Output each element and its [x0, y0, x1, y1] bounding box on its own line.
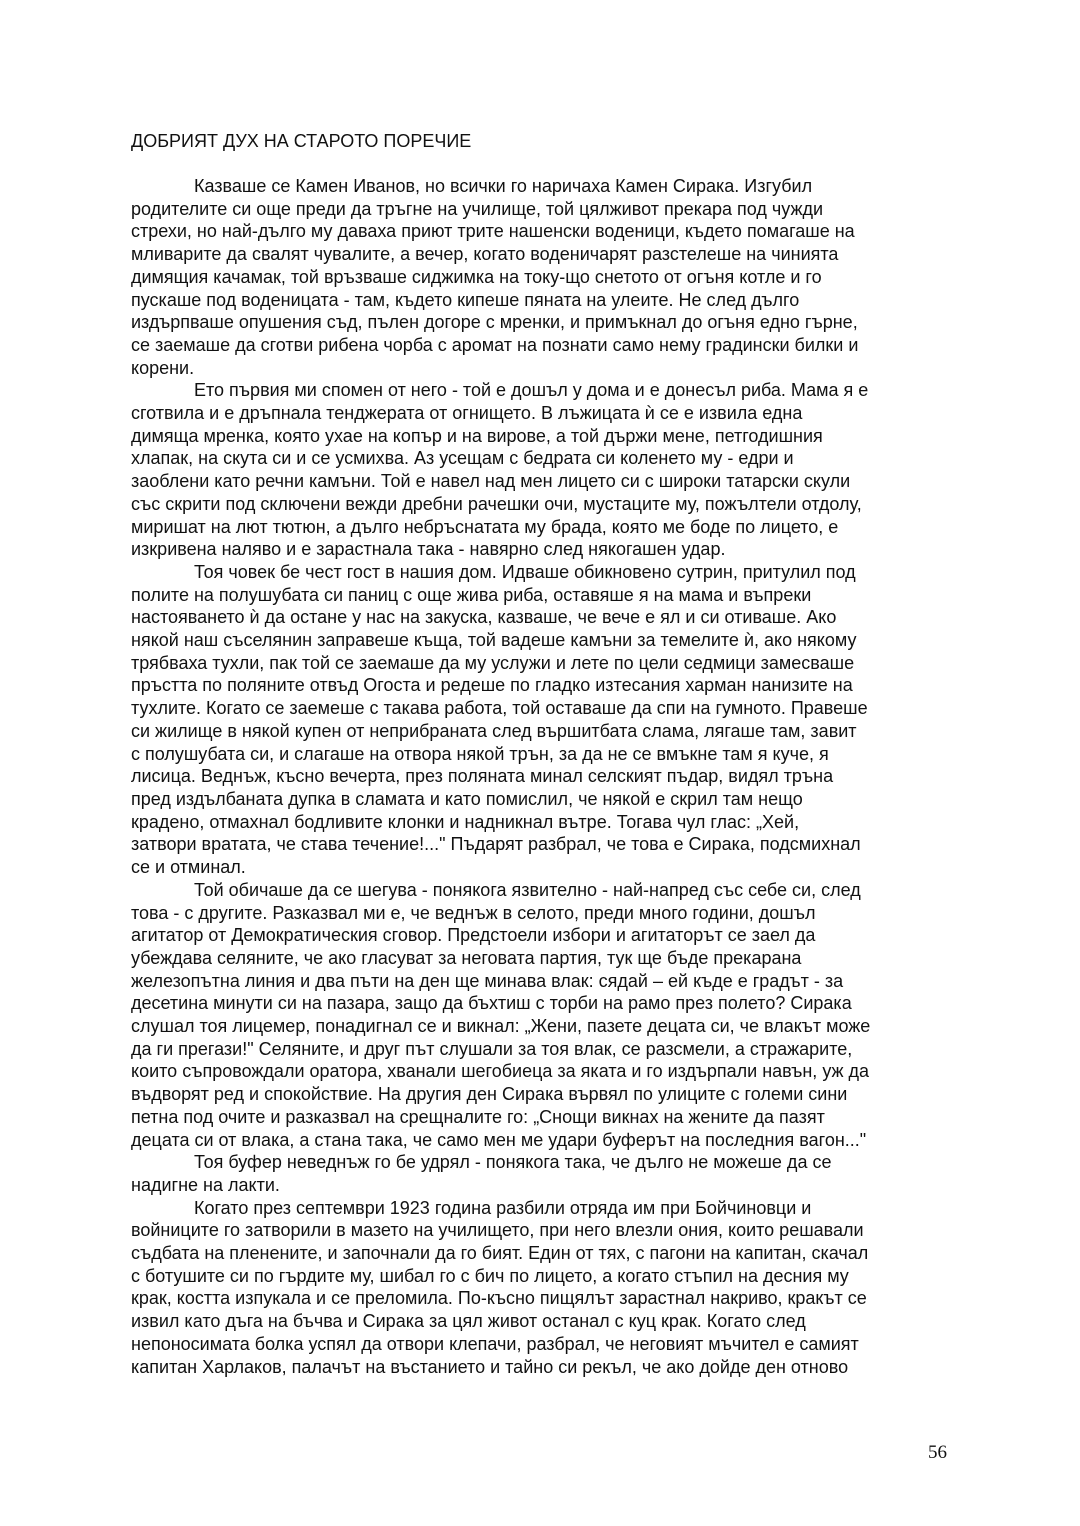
- text-line: полите на полушубата си паниц с още жива риба, оставяше я на мама и въпреки: [131, 584, 812, 605]
- text-line: пускаше под воденицата - там, където кипеше пяната на улеите. Не след дълго: [131, 289, 800, 310]
- text-line: настояването ѝ да остане у нас на закуска, казваше, че вече е ял и си отиваше. Ако: [131, 607, 837, 628]
- paragraph: [131, 879, 956, 1151]
- page-number: 56: [928, 1442, 947, 1463]
- text-line: това - с другите. Разказвал ми е, че веднъж в селото, преди много години, дошъл: [131, 902, 816, 923]
- paragraph: [131, 1151, 956, 1196]
- text-line: Казваше се Камен Иванов, но всички го наричаха Камен Сирака. Изгубил: [194, 176, 813, 196]
- text-line: които съпровождали оратора, хванали шегобиеца за яката и го издърпали навън, уж да: [131, 1061, 870, 1082]
- text-line: крадено, отмахнал бодливите клонки и надникнал вътре. Тогава чул глас: „Хей,: [131, 811, 800, 832]
- text-line: петна под очите и разказвал на срещналите го: „Снощи викнах на жените да пазят: [131, 1106, 825, 1127]
- text-line: се заемаше да сготви рибена чорба с аромат на познати само нему градински билки и: [131, 334, 859, 355]
- text-line: димящия качамак, той връзваше сиджимка на току-що снетото от огъня котле и го: [131, 266, 822, 287]
- text-line: с полушубата си, и слагаше на отвора някой трън, за да не се вмъкне там я куче, я: [131, 743, 829, 764]
- text-line: стрехи, но най-дълго му даваха приют трите нашенски воденици, където помагаше на: [131, 221, 855, 242]
- text-line: хлапак, на скута си и се усмихва. Аз усещам с бедрата си коленето му - едри и: [131, 448, 794, 469]
- text-line: с ботушите си по гърдите му, шибал го с бич по лицето, а когато стъпил на десния му: [131, 1265, 849, 1286]
- text-line: да ги прегази!" Селяните, и друг път слушали за тоя влак, се разсмели, а стражарите,: [131, 1038, 853, 1059]
- text-line: извил като дъга на бъчва и Сирака за цял живот останал с куц крак. Когато след: [131, 1311, 806, 1332]
- text-line: пръстта по поляните отвъд Огоста и редеше по гладко изтесания харман нанизите на: [131, 675, 853, 696]
- text-line: миришат на лют тютюн, а дълго небръснатата му брада, която ме боде по лицето, е: [131, 516, 839, 537]
- paragraph-container: [131, 175, 956, 1378]
- text-line: агитатор от Демократическия сговор. Предстоели избори и агитаторът се заел да: [131, 925, 816, 946]
- text-line: си жилище в някой купен от неприбраната след вършитбата слама, лягаше там, завит: [131, 720, 857, 741]
- text-line: слушал тоя лицемер, понадигнал се и викнал: „Жени, пазете децата си, че влакът може: [131, 1016, 871, 1037]
- text-line: железопътна линия и два пъти на ден ще минава влак: сядай – ей къде е градът - за: [131, 970, 844, 991]
- paragraph: [131, 175, 956, 379]
- text-line: Той обичаше да се шегува - понякога язвително - най-напред със себе си, след: [194, 879, 861, 900]
- text-line: се и отминал.: [131, 857, 246, 878]
- text-line: капитан Харлаков, палачът на въстанието и тайно си рекъл, че ако дойде ден отново: [131, 1356, 849, 1377]
- text-line: децата си от влака, а стана така, че само мен ме удари буферът на последния вагон...": [131, 1129, 867, 1150]
- text-line: Тоя буфер неведнъж го бе удрял - понякога така, че дълго не можеше да се: [194, 1152, 832, 1173]
- paragraph: [131, 561, 956, 879]
- text-line: въдворят ред и спокойствие. На другия ден Сирака вървял по улиците с големи сини: [131, 1084, 848, 1105]
- paragraph: [131, 379, 956, 561]
- text-line: някой наш съселянин заправеше къща, той вадеше камъни за темелите ѝ, ако някому: [131, 630, 857, 651]
- text-line: непоносимата болка успял да отвори клепачи, разбрал, че неговият мъчител е самият: [131, 1333, 859, 1354]
- text-line: убеждава селяните, че ако гласуват за неговата партия, тук ще бъде прекарана: [131, 947, 802, 968]
- text-line: издърпваше опушения съд, пълен догоре с мренки, и примъкнал до огъня едно гърне,: [131, 312, 858, 333]
- document-body: [131, 130, 956, 1378]
- text-line: Когато през септември 1923 година разбили отряда им при Бойчиновци и: [194, 1197, 812, 1218]
- text-line: корени.: [131, 357, 195, 378]
- text-line: тухлите. Когато се заемеше с такава работа, той оставаше да спи на гумното. Правеше: [131, 698, 868, 719]
- text-line: заоблени като речни камъни. Той е навел над мен лицето си с широки татарски скули: [131, 471, 851, 492]
- text-line: десетина минути си на пазара, защо да бъхтиш с торби на рамо през полето? Сирака: [131, 993, 852, 1014]
- paragraph: [131, 1197, 956, 1379]
- text-line: съдбата на пленените, и започнали да го бият. Един от тях, с пагони на капитан, скачал: [131, 1243, 869, 1264]
- text-line: трябваха тухли, пак той се заемаше да му услужи и лете по цели седмици замесваше: [131, 652, 855, 673]
- text-line: Тоя човек бе чест гост в нашия дом. Идваше обикновено сутрин, притулил под: [194, 561, 856, 582]
- text-line: родителите си още преди да тръгне на училище, той цялживот прекара под чужди: [131, 198, 824, 219]
- text-line: крак, костта изпукала и се преломила. По-късно пищялът зарастнал накриво, кракът се: [131, 1288, 867, 1309]
- text-line: лисица. Веднъж, късно вечерта, през поляната минал селският пъдар, видял тръна: [131, 766, 834, 787]
- text-line: сготвила и е дръпнала тенджерата от огнището. В лъжицата ѝ се е извила една: [131, 403, 803, 424]
- text-line: пред издълбаната дупка в сламата и като помислил, че някой е скрил там нещо: [131, 788, 803, 809]
- document-title: ДОБРИЯТ ДУХ НА СТАРОТО ПОРЕЧИЕ: [131, 131, 472, 151]
- text-line: войниците го затворили в мазето на училището, при него влезли ония, които решавали: [131, 1220, 864, 1241]
- text-line: изкривена наляво и е зарастнала така - навярно след някогашен удар.: [131, 539, 726, 560]
- text-line: димяща мренка, която ухае на копър и на вирове, а той държи мене, петгодишния: [131, 425, 823, 446]
- text-line: със скрити под сключени вежди дребни рачешки очи, мустаците му, пожълтели отдолу,: [131, 493, 862, 514]
- text-line: затвори вратата, че става течение!..." Пъдарят разбрал, че това е Сирака, подсмихнал: [131, 834, 861, 855]
- text-line: Ето първия ми спомен от него - той е дошъл у дома и е донесъл риба. Мама я е: [194, 380, 869, 401]
- text-line: надигне на лакти.: [131, 1174, 280, 1195]
- text-line: мливарите да свалят чувалите, а вечер, когато воденичарят разстелеше на чинията: [131, 244, 839, 265]
